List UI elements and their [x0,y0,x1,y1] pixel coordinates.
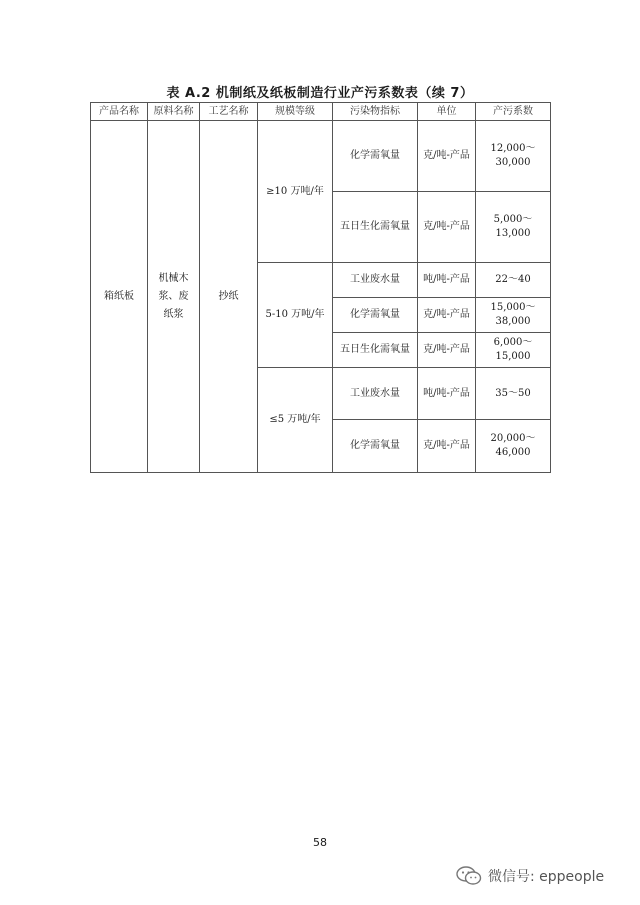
pollutant-cell: 化学需氧量 [333,121,418,192]
pollutant-cell: 五日生化需氧量 [333,333,418,368]
coefficient-cell: 15,000～38,000 [476,298,551,333]
page-title: 表 A.2 机制纸及纸板制造行业产污系数表（续 7） [166,86,474,101]
wechat-icon [456,866,482,886]
coefficient-cell: 22～40 [476,263,551,298]
unit-cell: 克/吨-产品 [418,333,476,368]
process-cell: 抄纸 [200,121,258,473]
coefficient-cell: 6,000～15,000 [476,333,551,368]
coefficient-cell: 5,000～13,000 [476,192,551,263]
unit-cell: 克/吨-产品 [418,192,476,263]
pollutant-cell: 化学需氧量 [333,298,418,333]
header-pollutant: 污染物指标 [333,103,418,121]
header-unit: 单位 [418,103,476,121]
header-coefficient: 产污系数 [476,103,551,121]
unit-cell: 吨/吨-产品 [418,368,476,420]
header-product: 产品名称 [91,103,148,121]
table-header-row [91,103,551,121]
coefficient-cell: 35～50 [476,368,551,420]
unit-cell: 克/吨-产品 [418,420,476,473]
unit-cell: 吨/吨-产品 [418,263,476,298]
unit-cell: 克/吨-产品 [418,298,476,333]
pollution-coefficient-table [90,102,551,473]
raw-material-cell [148,121,200,473]
pollutant-cell: 工业废水量 [333,368,418,420]
header-raw-material: 原料名称 [148,103,200,121]
raw-material-text: 机械木浆、废纸浆 [158,272,189,320]
header-process: 工艺名称 [200,103,258,121]
scale-cell: ≥10 万吨/年 [258,121,333,263]
pollutant-cell: 工业废水量 [333,263,418,298]
pollutant-cell: 五日生化需氧量 [333,192,418,263]
pollutant-cell: 化学需氧量 [333,420,418,473]
watermark [456,866,604,886]
unit-cell: 克/吨-产品 [418,121,476,192]
scale-cell: ≤5 万吨/年 [258,368,333,473]
coefficient-cell: 20,000～46,000 [476,420,551,473]
watermark-text: 微信号: eppeople [488,869,605,885]
table-row [91,121,551,192]
product-cell: 箱纸板 [91,121,148,473]
header-scale: 规模等级 [258,103,333,121]
coefficient-cell: 12,000～30,000 [476,121,551,192]
scale-cell: 5-10 万吨/年 [258,263,333,368]
page-number: 58 [313,836,327,849]
